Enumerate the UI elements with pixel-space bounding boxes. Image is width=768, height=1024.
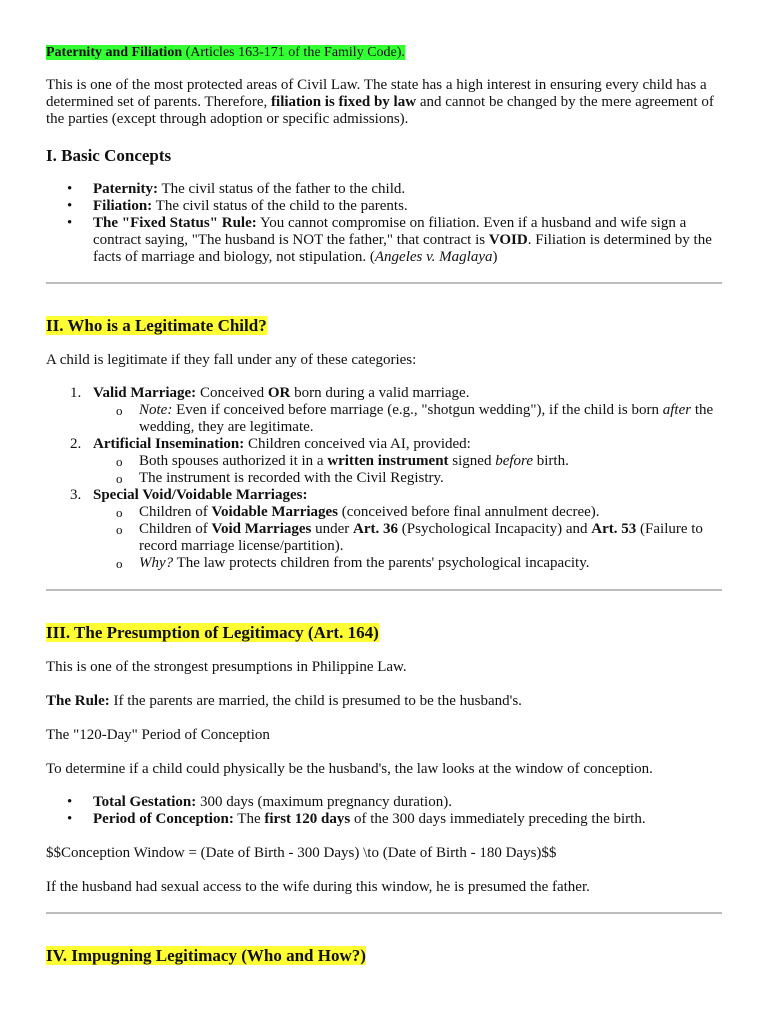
- term-special-marriages: Special Void/Voidable Marriages:: [93, 487, 308, 503]
- fixed-void: VOID: [488, 232, 528, 248]
- sub-item-civil-registry: o The instrument is recorded with the Civil Registry.: [93, 470, 726, 487]
- text: (Psychological Incapacity) and: [398, 521, 592, 537]
- term-paternity: Paternity:: [93, 181, 158, 197]
- term-filiation: Filiation:: [93, 198, 153, 214]
- case-citation: Angeles v. Maglaya: [374, 249, 493, 265]
- section-heading-presumption: [46, 623, 726, 643]
- category-special-marriages: [46, 487, 726, 572]
- list-item-gestation: [46, 794, 726, 811]
- divider-1: [46, 282, 722, 284]
- def-filiation: The civil status of the child to the parents.: [152, 198, 408, 214]
- fixed-text-3: ): [492, 249, 498, 265]
- title-main: Paternity and Filiation: [46, 45, 183, 60]
- presumption-rule: [46, 693, 726, 710]
- divider-3: [46, 912, 722, 914]
- list-number: 1.: [70, 385, 82, 401]
- presumption-conclusion: If the husband had sexual access to the wife during this window, he is presumed the father.: [46, 879, 590, 895]
- list-item-paternity: [46, 181, 726, 198]
- text: of the 300 days immediately preceding the birth.: [350, 811, 646, 827]
- def-paternity: The civil status of the father to the child.: [157, 181, 406, 197]
- text: birth.: [532, 453, 569, 469]
- document-title: [46, 44, 726, 61]
- text: The law protects children from the parents' psychological incapacity.: [173, 555, 590, 571]
- bold-or: OR: [267, 385, 291, 401]
- conception-formula: $$Conception Window = (Date of Birth - 300 Days) \to (Date of Birth - 180 Days)$$: [46, 845, 557, 861]
- conception-explanation: To determine if a child could physically be the husband's, the law looks at the window of conception.: [46, 761, 653, 777]
- section-heading-impugning: [46, 946, 726, 966]
- sub-item-written-instrument: [93, 453, 726, 470]
- emphasis-before: before: [495, 453, 533, 469]
- heading-highlight: II. Who is a Legitimate Child?: [46, 316, 267, 335]
- sub-list: [93, 453, 726, 487]
- conception-period-title: The "120-Day" Period of Conception: [46, 727, 270, 743]
- emphasis-why: Why?: [139, 555, 174, 571]
- def-gestation: 300 days (maximum pregnancy duration).: [196, 794, 452, 810]
- text: Children of: [139, 504, 212, 520]
- fixed-text-2: . Filiation is determined by the facts of marriage and biology, not stipulation. (: [93, 232, 712, 265]
- sub-list: [93, 504, 726, 572]
- section-heading-legitimate-child: [46, 316, 726, 336]
- text: the wedding, they are legitimate.: [139, 402, 714, 435]
- text: under: [311, 521, 354, 537]
- title-highlight: [46, 45, 405, 60]
- sub-item-why: [93, 555, 726, 572]
- bold-text: Void Marriages: [211, 521, 312, 537]
- basic-concepts-list: [46, 181, 726, 266]
- note-label: Note:: [139, 402, 173, 418]
- text: signed: [448, 453, 496, 469]
- bold-text: Art. 36: [353, 521, 399, 537]
- term-conception: Period of Conception:: [93, 811, 234, 827]
- title-articles: (Articles 163-171 of the Family Code).: [182, 45, 405, 60]
- sub-item-note: [93, 402, 726, 436]
- bold-text: first 120 days: [264, 811, 351, 827]
- emphasis-after: after: [662, 402, 692, 418]
- intro-text-2: and cannot be changed by the mere agreement of the parties (except through adoption or specific admissions).: [46, 94, 714, 127]
- term-artificial-insemination: Artificial Insemination:: [93, 436, 245, 452]
- text: born during a valid marriage.: [290, 385, 470, 401]
- text: Children of: [139, 521, 212, 537]
- bold-text: written instrument: [327, 453, 449, 469]
- list-item-conception: [46, 811, 726, 828]
- list-item-fixed-status: [46, 215, 726, 266]
- term-valid-marriage: Valid Marriage:: [93, 385, 197, 401]
- term-fixed-status: The "Fixed Status" Rule:: [93, 215, 257, 231]
- intro-paragraph: [46, 77, 726, 128]
- presumption-intro: This is one of the strongest presumptions in Philippine Law.: [46, 659, 407, 675]
- bold-text: Voidable Marriages: [211, 504, 339, 520]
- list-item-filiation: [46, 198, 726, 215]
- text: (Failure to record marriage license/partition).: [139, 521, 703, 554]
- list-number: 3.: [70, 487, 82, 503]
- intro-bold: filiation is fixed by law: [271, 94, 417, 110]
- legitimate-categories-list: [46, 385, 726, 572]
- heading-highlight: III. The Presumption of Legitimacy (Art. 164): [46, 623, 379, 642]
- text: Both spouses authorized it in a: [139, 453, 328, 469]
- rule-label: The Rule:: [46, 693, 110, 709]
- text: Conceived: [196, 385, 268, 401]
- sub-list: [93, 402, 726, 436]
- bold-text: Art. 53: [591, 521, 637, 537]
- divider-2: [46, 589, 722, 591]
- list-number: 2.: [70, 436, 82, 452]
- term-gestation: Total Gestation:: [93, 794, 197, 810]
- sub-item-voidable: [93, 504, 726, 521]
- section-heading-basic-concepts: I. Basic Concepts: [46, 146, 172, 165]
- intro-text-1: This is one of the most protected areas of Civil Law. The state has a high interest in ensuring every child has a determined set of parents. Therefore,: [46, 77, 707, 110]
- category-artificial-insemination: [46, 436, 726, 487]
- legitimate-intro: A child is legitimate if they fall under any of these categories:: [46, 352, 417, 368]
- rule-text: If the parents are married, the child is presumed to be the husband's.: [109, 693, 522, 709]
- heading-highlight: IV. Impugning Legitimacy (Who and How?): [46, 946, 366, 965]
- category-valid-marriage: [46, 385, 726, 436]
- text: Even if conceived before marriage (e.g., "shotgun wedding"), if the child is born: [172, 402, 663, 418]
- gestation-list: [46, 794, 726, 828]
- text: Children conceived via AI, provided:: [244, 436, 471, 452]
- text: The: [233, 811, 265, 827]
- fixed-text-1: You cannot compromise on filiation. Even if a husband and wife sign a contract saying, "The husband is NOT the father," that contract is: [93, 215, 687, 248]
- text: (conceived before final annulment decree).: [338, 504, 600, 520]
- sub-item-void: [93, 521, 726, 555]
